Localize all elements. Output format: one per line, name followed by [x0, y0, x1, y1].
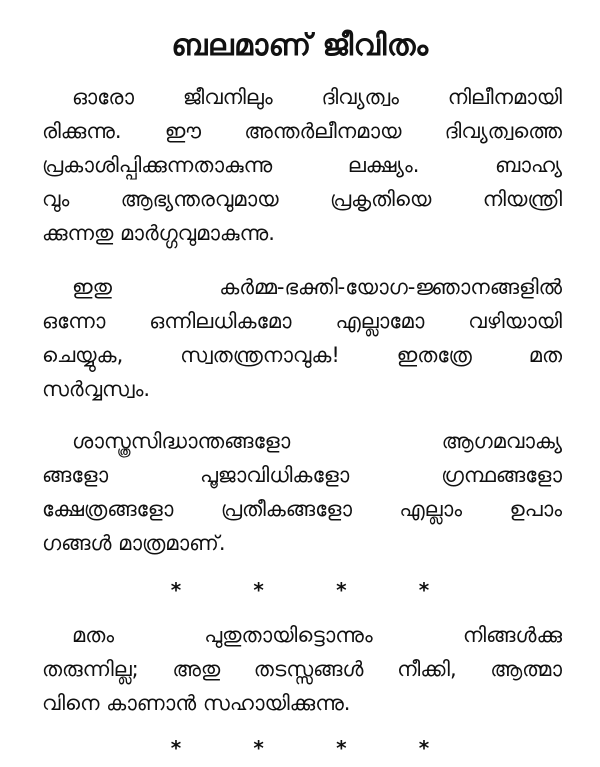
page-title: ബലമാണ് ജീവിതം	[171, 28, 429, 63]
paragraph-line: ക്കുന്നതു മാർഗ്ഗവുമാകുന്നു.	[42, 221, 275, 245]
star-glyph: *	[170, 736, 182, 760]
paragraph-line: വും ആഭ്യന്തരവുമായ പ്രകൃതിയെ നിയന്ത്രി	[42, 187, 562, 211]
paragraph-line: ക്ഷേത്രങ്ങളോ പ്രതീകങ്ങളോ എല്ലാം ഉപാം	[42, 497, 562, 521]
paragraph-4	[42, 618, 562, 720]
paragraph-line: പ്രകാശിപ്പിക്കുന്നതാകുന്നു ലക്ഷ്യം. ബാഹ്യ	[42, 153, 562, 177]
paragraph-line: സർവ്വസ്വം.	[42, 377, 151, 401]
paragraph-2	[42, 270, 562, 406]
paragraph-line: ഒന്നോ ഒന്നിലധികമോ എല്ലാമോ വഴിയായി	[42, 309, 562, 333]
paragraph-line: മതം പുതുതായിട്ടൊന്നും നിങ്ങൾക്കു	[72, 623, 562, 647]
separator-stars	[170, 580, 430, 600]
star-glyph: *	[253, 578, 264, 602]
paragraph-line: ശാസ്ത്രസിദ്ധാന്തങ്ങളോ ആഗമവാക്യ	[72, 429, 562, 453]
star-glyph: *	[336, 736, 347, 760]
paragraph-line: ഗങ്ങൾ മാത്രമാണ്.	[42, 531, 226, 555]
paragraph-line: തരുന്നില്ല; അതു തടസ്സങ്ങൾ നീക്കി, ആത്മാ	[42, 657, 562, 681]
star-glyph: *	[170, 578, 182, 602]
star-glyph: *	[418, 578, 430, 602]
paragraph-line: ങ്ങളോ പൂജാവിധികളോ ഗ്രന്ഥങ്ങളോ	[42, 463, 562, 487]
separator-stars-bottom	[170, 738, 430, 758]
paragraph-line: ഇതു കർമ്മ-ഭക്തി-യോഗ-ജ്ഞാനങ്ങളിൽ	[72, 275, 562, 299]
paragraph-line: രിക്കുന്നു. ഈ അന്തർലീനമായ ദിവ്യത്വത്തെ	[42, 119, 562, 143]
paragraph-1	[42, 80, 562, 250]
paragraph-line: ഓരോ ജീവനിലും ദിവ്യത്വം നിലീനമായി	[72, 85, 562, 109]
star-glyph: *	[253, 736, 264, 760]
paragraph-line: വിനെ കാണാൻ സഹായിക്കുന്നു.	[42, 691, 351, 715]
star-glyph: *	[336, 578, 347, 602]
paragraph-line: ചെയ്യുക, സ്വതന്ത്രനാവുക! ഇതത്രേ മത	[42, 343, 562, 367]
paragraph-3	[42, 424, 562, 560]
star-glyph: *	[418, 736, 430, 760]
